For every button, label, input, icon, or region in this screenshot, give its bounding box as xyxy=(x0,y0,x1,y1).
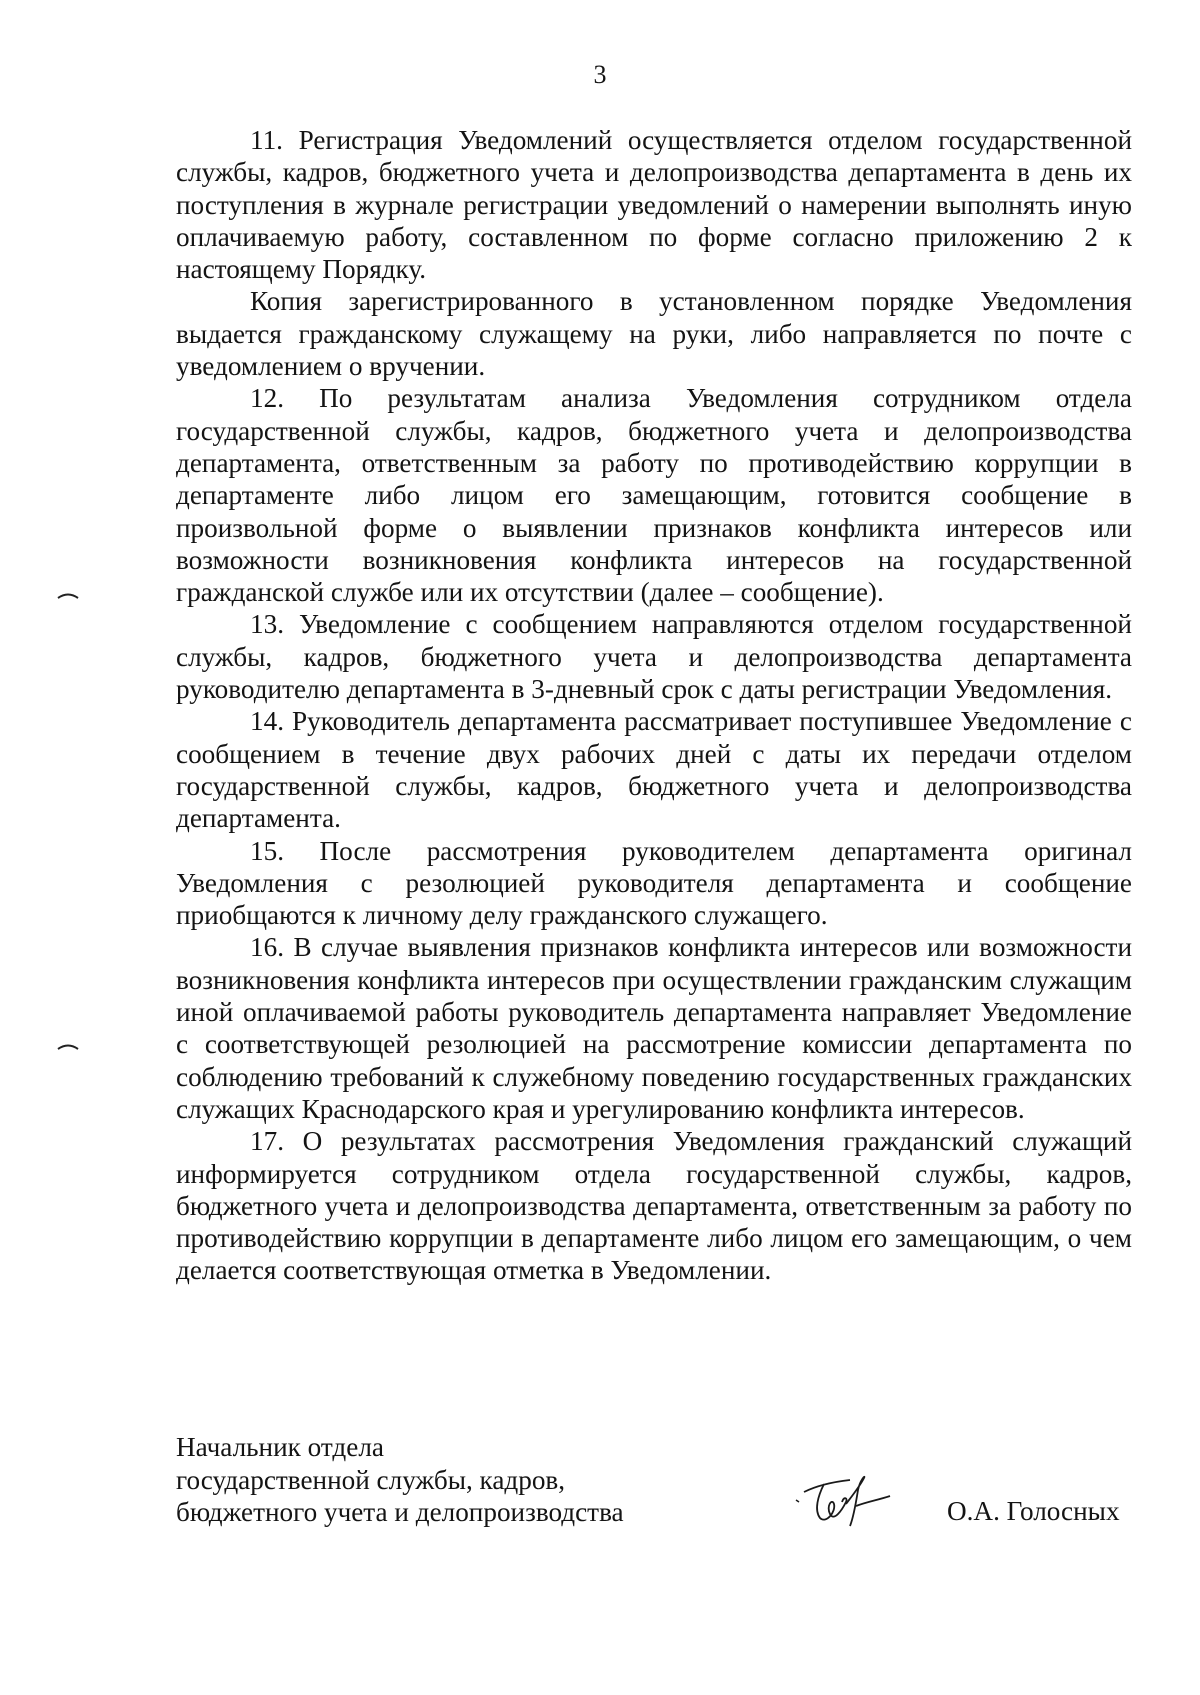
position-line: бюджетного учета и делопроизводства xyxy=(176,1497,624,1527)
handwritten-signature xyxy=(790,1466,900,1536)
signer-name: О.А. Голосных xyxy=(947,1496,1120,1526)
paragraph-13: 13. Уведомление с сообщением направляются отделом государственной службы, кадров, бюджетного учета и делопроизводства департамента руководителю департамента в 3-дневный срок с даты регистрации Уведомления. xyxy=(176,609,1132,705)
paragraph-17: 17. О результатах рассмотрения Уведомления гражданский служащий информируется сотрудником отдела государственной службы, кадров, бюджетного учета и делопроизводства департамента, ответственным за работу по противодействию коррупции в департаменте либо лицом его замещающим, о чем делается соответствующая отметка в Уведомлении. xyxy=(176,1126,1132,1286)
paragraph-16: 16. В случае выявления признаков конфликта интересов или возможности возникновения конфликта интересов при осуществлении гражданским служащим иной оплачиваемой работы руководитель департамента направляет Уведомление с соответствующей резолюцией на рассмотрение комиссии департамента по соблюдению требований к служебному поведению государственных гражданских служащих Краснодарского края и урегулированию конфликта интересов. xyxy=(176,932,1132,1124)
paragraph-15: 15. После рассмотрения руководителем департамента оригинал Уведомления с резолюцией руководителя департамента и сообщение приобщаются к личному делу гражданского служащего. xyxy=(176,835,1132,931)
binding-mark xyxy=(57,591,79,601)
paragraph-14: 14. Руководитель департамента рассматривает поступившее Уведомление с сообщением в течение двух рабочих дней с даты их передачи отделом государственной службы, кадров, бюджетного учета и делопроизводства департамента. xyxy=(176,706,1132,834)
page-number: 3 xyxy=(593,60,607,89)
document-body xyxy=(176,124,1132,1287)
signature-position xyxy=(176,1431,624,1529)
paragraph-11: 11. Регистрация Уведомлений осуществляется отделом государственной службы, кадров, бюджетного учета и делопроизводства департамента в день их поступления в журнале регистрации уведомлений о намерении выполнять иную оплачиваемую работу, составленном по форме согласно приложению 2 к настоящему Порядку. xyxy=(176,125,1132,285)
paragraph-12: 12. По результатам анализа Уведомления сотрудником отдела государственной службы, кадров, бюджетного учета и делопроизводства департамента, ответственным за работу по противодействию коррупции в департаменте либо лицом его замещающим, готовится сообщение в произвольной форме о выявлении признаков конфликта интересов или возможности возникновения конфликта интересов на государственной гражданской службе или их отсутствии (далее – сообщение). xyxy=(176,383,1132,608)
position-line: Начальник отдела xyxy=(176,1432,384,1462)
position-line: государственной службы, кадров, xyxy=(176,1464,566,1495)
binding-mark xyxy=(57,1042,79,1052)
paragraph-copy-notice: Копия зарегистрированного в установленном порядке Уведомления выдается гражданскому служащему на руки, либо направляется по почте с уведомлением о вручении. xyxy=(176,286,1132,382)
